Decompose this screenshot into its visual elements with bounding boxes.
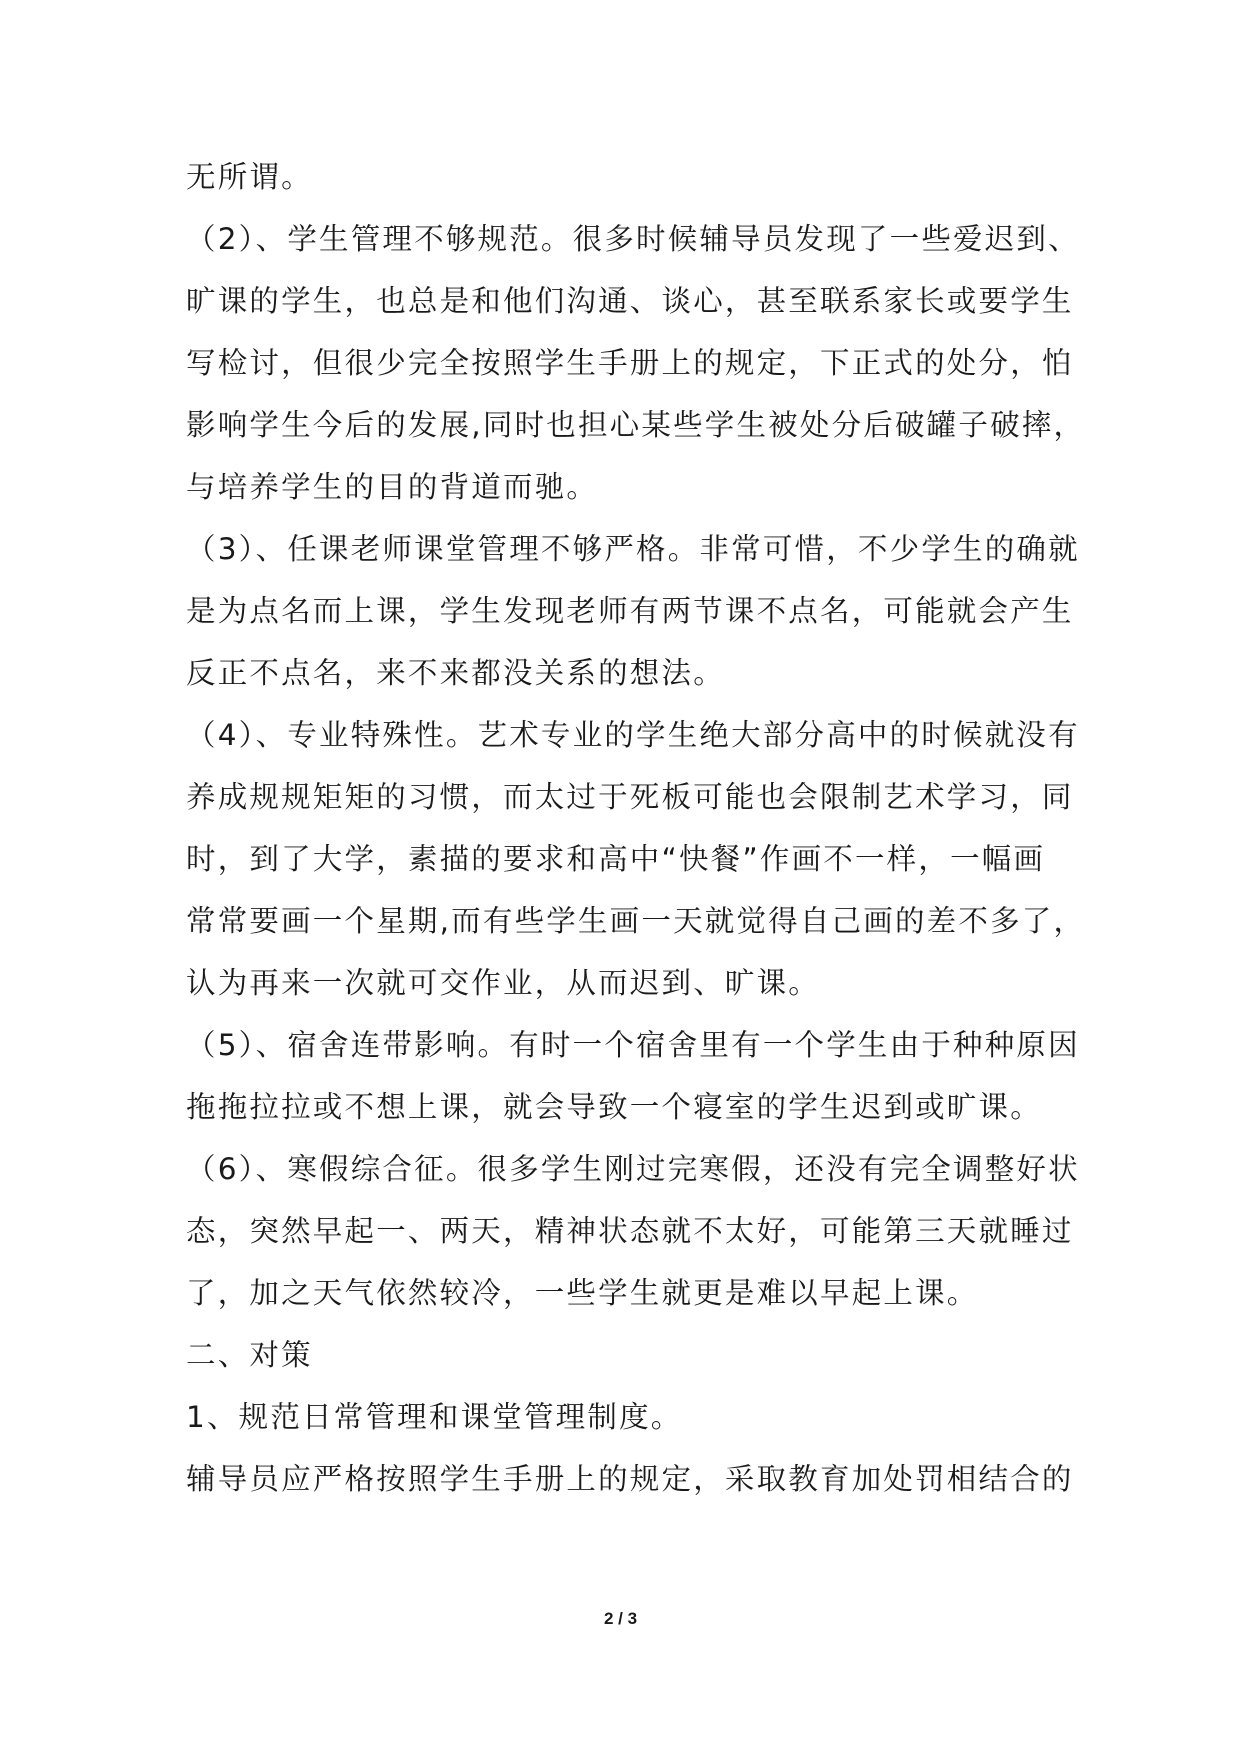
text-line: 认为再来一次就可交作业，从而迟到、旷课。 [186,966,821,1000]
body-text [186,146,1086,1510]
text-line: （5）、宿舍连带影响。有时一个宿舍里有一个学生由于种种原因 [186,1028,1080,1062]
text-line: 养成规规矩矩的习惯，而太过于死板可能也会限制艺术学习，同 [186,780,1074,814]
text-line: （6）、寒假综合征。很多学生刚过完寒假，还没有完全调整好状 [186,1152,1080,1186]
text-line: 与培养学生的目的背道而驰。 [186,470,599,504]
text-line: 写检讨，但很少完全按照学生手册上的规定，下正式的处分，怕 [186,346,1074,380]
page-number: 2 / 3 [603,1609,638,1628]
text-line: 时，到了大学，素描的要求和高中“快餐”作画不一样，一幅画 [186,842,1046,876]
text-line: 了，加之天气依然较冷，一些学生就更是难以早起上课。 [186,1276,979,1310]
text-line: 是为点名而上课，学生发现老师有两节课不点名，可能就会产生 [186,594,1074,628]
text-line: （2）、学生管理不够规范。很多时候辅导员发现了一些爱迟到、 [186,222,1080,256]
text-line: 无所谓。 [186,160,313,194]
text-line: 态，突然早起一、两天，精神状态就不太好，可能第三天就睡过 [186,1214,1074,1248]
text-line: （3）、任课老师课堂管理不够严格。非常可惜，不少学生的确就 [186,532,1080,566]
text-line: 旷课的学生，也总是和他们沟通、谈心，甚至联系家长或要学生 [186,284,1074,318]
subsection-heading: 1、规范日常管理和课堂管理制度。 [186,1400,683,1434]
text-line: 拖拖拉拉或不想上课，就会导致一个寝室的学生迟到或旷课。 [186,1090,1042,1124]
text-line: （4）、专业特殊性。艺术专业的学生绝大部分高中的时候就没有 [186,718,1080,752]
text-line: 影响学生今后的发展,同时也担心某些学生被处分后破罐子破摔， [186,408,1086,442]
text-line: 常常要画一个星期,而有些学生画一天就觉得自己画的差不多了， [186,904,1086,938]
text-line: 反正不点名，来不来都没关系的想法。 [186,656,725,690]
section-heading: 二、对策 [186,1338,313,1372]
text-line: 辅导员应严格按照学生手册上的规定，采取教育加处罚相结合的 [186,1462,1074,1496]
